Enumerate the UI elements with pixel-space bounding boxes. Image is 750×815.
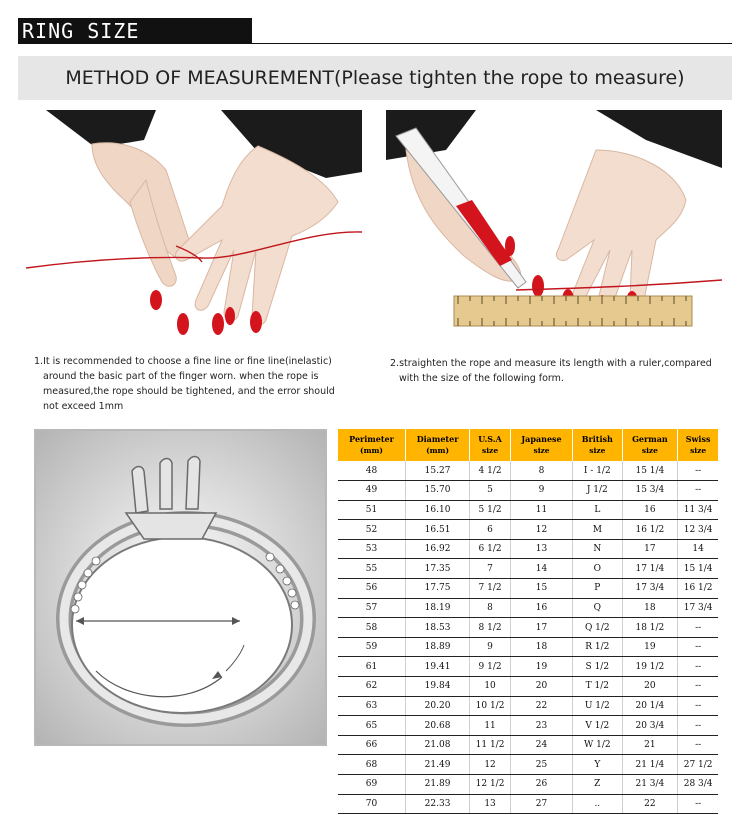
table-cell: Z bbox=[573, 775, 622, 795]
table-cell: 21.89 bbox=[406, 775, 470, 795]
ring-size-table bbox=[338, 429, 718, 814]
step1-caption bbox=[34, 354, 335, 414]
table-cell: 16 1/2 bbox=[678, 579, 718, 599]
table-cell: 65 bbox=[338, 716, 406, 736]
table-cell: 24 bbox=[510, 735, 572, 755]
table-cell: 58 bbox=[338, 618, 406, 638]
table-cell: 27 1/2 bbox=[678, 755, 718, 775]
table-cell: 56 bbox=[338, 579, 406, 599]
table-row bbox=[338, 598, 718, 618]
table-cell: -- bbox=[678, 657, 718, 677]
table-cell: 13 bbox=[470, 794, 511, 814]
table-cell: U 1/2 bbox=[573, 696, 622, 716]
table-cell: 12 bbox=[470, 755, 511, 775]
table-cell: 16 bbox=[622, 500, 678, 520]
column-header bbox=[678, 429, 718, 461]
table-cell: 69 bbox=[338, 775, 406, 795]
table-cell: 63 bbox=[338, 696, 406, 716]
table-cell: 15 1/4 bbox=[678, 559, 718, 579]
table-cell: 5 bbox=[470, 481, 511, 501]
table-cell: 5 1/2 bbox=[470, 500, 511, 520]
table-cell: -- bbox=[678, 677, 718, 697]
table-cell: 25 bbox=[510, 755, 572, 775]
table-row bbox=[338, 775, 718, 795]
table-row bbox=[338, 618, 718, 638]
table-cell: 8 1/2 bbox=[470, 618, 511, 638]
table-cell: 70 bbox=[338, 794, 406, 814]
column-header-unit: size bbox=[589, 446, 606, 455]
table-cell: Y bbox=[573, 755, 622, 775]
table-cell: 18.53 bbox=[406, 618, 470, 638]
table-cell: 15 bbox=[510, 579, 572, 599]
method-heading: METHOD OF MEASUREMENT(Please tighten the rope to measure) bbox=[18, 56, 732, 100]
table-cell: L bbox=[573, 500, 622, 520]
ruler-measure-photo bbox=[386, 110, 722, 332]
table-cell: 22 bbox=[510, 696, 572, 716]
table-cell: 12 3/4 bbox=[678, 520, 718, 540]
table-cell: 17.35 bbox=[406, 559, 470, 579]
table-cell: 4 1/2 bbox=[470, 461, 511, 481]
column-header-unit: size bbox=[690, 446, 707, 455]
table-row bbox=[338, 696, 718, 716]
column-header bbox=[406, 429, 470, 461]
table-cell: 14 bbox=[510, 559, 572, 579]
table-cell: 17.75 bbox=[406, 579, 470, 599]
table-cell: 57 bbox=[338, 598, 406, 618]
column-header-unit: size bbox=[641, 446, 658, 455]
table-cell: 19 bbox=[510, 657, 572, 677]
table-row bbox=[338, 520, 718, 540]
table-row bbox=[338, 637, 718, 657]
column-header-unit: (mm) bbox=[360, 446, 383, 455]
table-cell: -- bbox=[678, 461, 718, 481]
table-cell: 22 bbox=[622, 794, 678, 814]
table-cell: 15.70 bbox=[406, 481, 470, 501]
table-cell: 21.08 bbox=[406, 735, 470, 755]
step1-line: 1.It is recommended to choose a fine line or fine line(inelastic) bbox=[34, 356, 332, 367]
table-cell: 17 1/4 bbox=[622, 559, 678, 579]
table-row bbox=[338, 755, 718, 775]
table-cell: 21 bbox=[622, 735, 678, 755]
table-cell: 21 1/4 bbox=[622, 755, 678, 775]
table-cell: O bbox=[573, 559, 622, 579]
table-cell: 16.92 bbox=[406, 539, 470, 559]
ring-diagram bbox=[34, 429, 327, 746]
table-cell: 16.51 bbox=[406, 520, 470, 540]
table-cell: 6 1/2 bbox=[470, 539, 511, 559]
table-cell: 16.10 bbox=[406, 500, 470, 520]
table-cell: 26 bbox=[510, 775, 572, 795]
table-row bbox=[338, 500, 718, 520]
table-cell: 68 bbox=[338, 755, 406, 775]
table-row bbox=[338, 539, 718, 559]
table-cell: S 1/2 bbox=[573, 657, 622, 677]
table-cell: 20.20 bbox=[406, 696, 470, 716]
table-cell: 11 bbox=[470, 716, 511, 736]
table-cell: 16 1/2 bbox=[622, 520, 678, 540]
table-cell: 20 1/4 bbox=[622, 696, 678, 716]
table-cell: 53 bbox=[338, 539, 406, 559]
table-cell: -- bbox=[678, 735, 718, 755]
table-cell: 21.49 bbox=[406, 755, 470, 775]
table-cell: T 1/2 bbox=[573, 677, 622, 697]
table-row bbox=[338, 794, 718, 814]
table-cell: 20.68 bbox=[406, 716, 470, 736]
table-cell: -- bbox=[678, 481, 718, 501]
table-row bbox=[338, 677, 718, 697]
table-cell: -- bbox=[678, 696, 718, 716]
table-cell: 11 1/2 bbox=[470, 735, 511, 755]
table-cell: -- bbox=[678, 618, 718, 638]
table-cell: 19.41 bbox=[406, 657, 470, 677]
table-cell: 20 bbox=[622, 677, 678, 697]
table-cell: M bbox=[573, 520, 622, 540]
table-header-row bbox=[338, 429, 718, 461]
step2-caption bbox=[390, 356, 712, 386]
column-header bbox=[510, 429, 572, 461]
table-cell: 19.84 bbox=[406, 677, 470, 697]
table-cell: 20 bbox=[510, 677, 572, 697]
table-cell: 28 3/4 bbox=[678, 775, 718, 795]
table-cell: 7 1/2 bbox=[470, 579, 511, 599]
table-cell: -- bbox=[678, 716, 718, 736]
rope-wrap-photo bbox=[26, 110, 362, 342]
column-header-label: U.S.A bbox=[478, 434, 502, 444]
table-cell: 59 bbox=[338, 637, 406, 657]
column-header-label: German bbox=[632, 434, 668, 444]
step1-line: around the basic part of the finger worn. when the rope is bbox=[43, 371, 319, 382]
step1-line: measured,the rope should be tightened, and the error should bbox=[43, 386, 335, 397]
table-cell: -- bbox=[678, 794, 718, 814]
table-cell: 18.19 bbox=[406, 598, 470, 618]
table-cell: 17 bbox=[510, 618, 572, 638]
table-cell: V 1/2 bbox=[573, 716, 622, 736]
table-cell: 19 1/2 bbox=[622, 657, 678, 677]
table-cell: 15 1/4 bbox=[622, 461, 678, 481]
table-cell: 12 bbox=[510, 520, 572, 540]
table-cell: 61 bbox=[338, 657, 406, 677]
step1-line: not exceed 1mm bbox=[43, 401, 124, 412]
table-cell: 18 bbox=[622, 598, 678, 618]
column-header-unit: size bbox=[533, 446, 550, 455]
table-cell: 16 bbox=[510, 598, 572, 618]
table-cell: P bbox=[573, 579, 622, 599]
table-cell: 8 bbox=[510, 461, 572, 481]
table-cell: 10 bbox=[470, 677, 511, 697]
column-header-label: Diameter bbox=[416, 434, 459, 444]
table-row bbox=[338, 579, 718, 599]
column-header-unit: size bbox=[481, 446, 499, 455]
table-cell: 14 bbox=[678, 539, 718, 559]
column-header bbox=[470, 429, 511, 461]
table-cell: 27 bbox=[510, 794, 572, 814]
table-cell: 20 3/4 bbox=[622, 716, 678, 736]
table-cell: 13 bbox=[510, 539, 572, 559]
table-cell: 9 1/2 bbox=[470, 657, 511, 677]
table-cell: 15 3/4 bbox=[622, 481, 678, 501]
table-cell: 66 bbox=[338, 735, 406, 755]
title-divider bbox=[18, 43, 732, 44]
table-cell: 17 bbox=[622, 539, 678, 559]
column-header-label: Perimeter bbox=[349, 434, 394, 444]
column-header-unit: (mm) bbox=[426, 446, 450, 455]
table-cell: 10 1/2 bbox=[470, 696, 511, 716]
table-cell: 12 1/2 bbox=[470, 775, 511, 795]
table-cell: 15.27 bbox=[406, 461, 470, 481]
step2-line: with the size of the following form. bbox=[399, 373, 564, 384]
table-cell: 7 bbox=[470, 559, 511, 579]
table-cell: 52 bbox=[338, 520, 406, 540]
table-cell: N bbox=[573, 539, 622, 559]
table-cell: W 1/2 bbox=[573, 735, 622, 755]
column-header bbox=[338, 429, 406, 461]
table-cell: 22.33 bbox=[406, 794, 470, 814]
table-cell: 18 1/2 bbox=[622, 618, 678, 638]
step2-line: 2.straighten the rope and measure its length with a ruler,compared bbox=[390, 358, 712, 369]
table-cell: 17 3/4 bbox=[678, 598, 718, 618]
table-cell: 51 bbox=[338, 500, 406, 520]
table-cell: J 1/2 bbox=[573, 481, 622, 501]
table-cell: 62 bbox=[338, 677, 406, 697]
table-cell: 23 bbox=[510, 716, 572, 736]
table-cell: .. bbox=[573, 794, 622, 814]
column-header-label: British bbox=[581, 434, 613, 444]
table-cell: -- bbox=[678, 637, 718, 657]
table-cell: 6 bbox=[470, 520, 511, 540]
column-header-label: Swiss bbox=[685, 434, 711, 444]
table-cell: 11 3/4 bbox=[678, 500, 718, 520]
table-cell: 21 3/4 bbox=[622, 775, 678, 795]
table-cell: R 1/2 bbox=[573, 637, 622, 657]
table-row bbox=[338, 481, 718, 501]
table-row bbox=[338, 461, 718, 481]
table-cell: 19 bbox=[622, 637, 678, 657]
table-cell: 17 3/4 bbox=[622, 579, 678, 599]
table-cell: 11 bbox=[510, 500, 572, 520]
table-cell: 9 bbox=[510, 481, 572, 501]
table-row bbox=[338, 735, 718, 755]
column-header bbox=[573, 429, 622, 461]
table-cell: Q 1/2 bbox=[573, 618, 622, 638]
table-cell: Q bbox=[573, 598, 622, 618]
table-row bbox=[338, 657, 718, 677]
table-cell: 18.89 bbox=[406, 637, 470, 657]
table-row bbox=[338, 716, 718, 736]
table-row bbox=[338, 559, 718, 579]
table-cell: 55 bbox=[338, 559, 406, 579]
table-cell: I - 1/2 bbox=[573, 461, 622, 481]
page-title: RING SIZE bbox=[18, 18, 252, 44]
column-header-label: Japanese bbox=[521, 434, 562, 444]
table-cell: 8 bbox=[470, 598, 511, 618]
table-cell: 18 bbox=[510, 637, 572, 657]
table-cell: 49 bbox=[338, 481, 406, 501]
table-cell: 48 bbox=[338, 461, 406, 481]
table-cell: 9 bbox=[470, 637, 511, 657]
column-header bbox=[622, 429, 678, 461]
